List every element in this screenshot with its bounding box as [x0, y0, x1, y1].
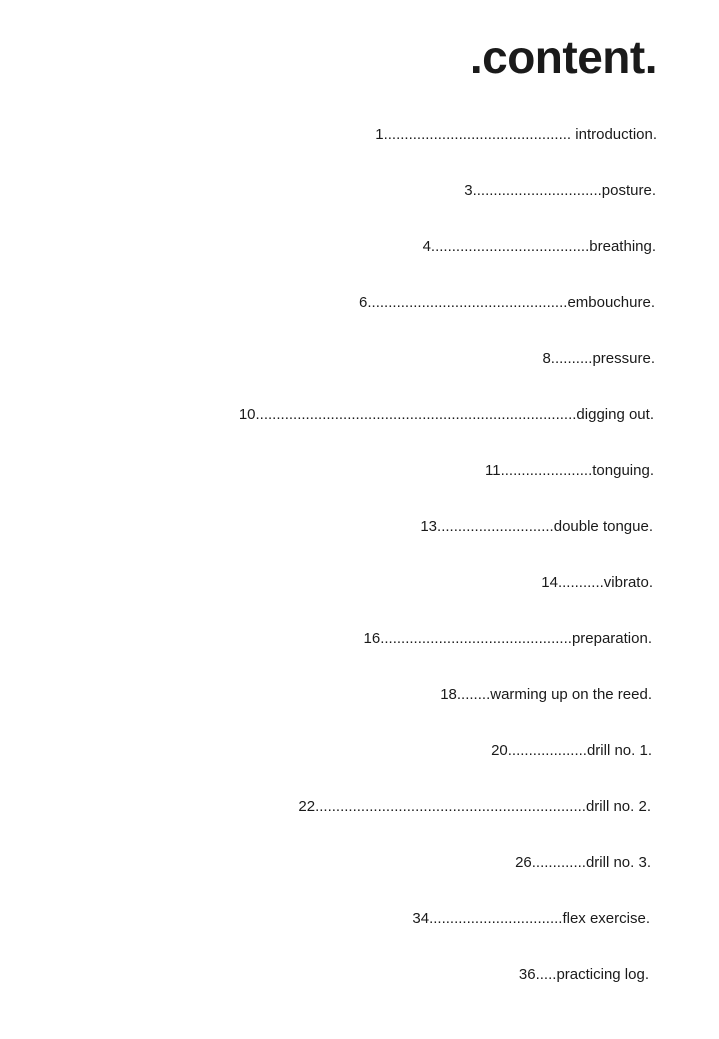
toc-page-number: 36 [518, 966, 536, 983]
toc-entry-label: drill no. 1. [586, 742, 652, 759]
toc-page-number: 11 [485, 462, 501, 479]
toc-page-number: 14 [541, 574, 558, 591]
toc-entry-label: introduction. [575, 126, 657, 143]
toc-page-number: 20 [491, 742, 508, 759]
toc-entry-warming-up [440, 687, 652, 702]
toc-page-number: 13 [420, 518, 438, 535]
toc-leader-dots: ..... [535, 966, 557, 983]
toc-page-number: 22 [298, 798, 316, 815]
toc-entry-drill-2 [298, 799, 651, 814]
toc-entry-pressure [542, 351, 655, 366]
toc-entry-label: vibrato. [603, 574, 653, 591]
toc-leader-dots: ................... [507, 742, 587, 759]
toc-entry-label: embouchure. [567, 294, 655, 311]
toc-leader-dots: ...................................... [430, 238, 590, 255]
toc-leader-dots: ................................................ [367, 294, 568, 311]
toc-entry-label: posture. [601, 182, 656, 199]
toc-leader-dots: ............................................. [383, 126, 576, 143]
toc-leader-dots: ............................... [472, 182, 602, 199]
toc-entry-embouchure [359, 295, 655, 310]
toc-entry-introduction [375, 127, 657, 142]
page-title: .content. [469, 31, 657, 83]
toc-entry-digging-out [239, 407, 654, 422]
toc-entry-practicing-log [519, 967, 649, 982]
toc-entry-flex-exercise [412, 911, 650, 926]
toc-page-number: 10 [238, 406, 256, 423]
toc-entry-label: drill no. 2. [585, 798, 651, 815]
toc-leader-dots: ...................... [500, 462, 593, 479]
toc-entry-double-tongue [420, 519, 653, 534]
toc-leader-dots: ............. [531, 854, 586, 871]
toc-entry-label: breathing. [589, 238, 656, 255]
toc-entry-tonguing [485, 463, 654, 478]
toc-entry-label: drill no. 3. [585, 854, 651, 871]
toc-leader-dots: ................................................................. [315, 798, 586, 815]
toc-page-number: 6 [359, 294, 368, 311]
toc-leader-dots: .............................................. [380, 630, 572, 647]
toc-entry-label: digging out. [576, 406, 654, 423]
toc-page-number: 16 [363, 630, 381, 647]
toc-entry-drill-1 [491, 743, 652, 758]
toc-leader-dots: .......... [550, 350, 593, 367]
toc-entry-posture [464, 183, 656, 198]
toc-entry-label: preparation. [571, 630, 652, 647]
toc-entry-label: double tongue. [553, 518, 653, 535]
toc-page-number: 8 [542, 350, 551, 367]
toc-page-number: 34 [412, 910, 430, 927]
toc-page-number: 26 [515, 854, 532, 871]
toc-entry-label: practicing log. [556, 966, 649, 983]
toc-entry-label: tonguing. [592, 462, 654, 479]
toc-entry-vibrato [541, 575, 653, 590]
toc-leader-dots: ............................................................................. [255, 406, 577, 423]
toc-entry-breathing [423, 239, 656, 254]
toc-entry-preparation [364, 631, 652, 646]
toc-entry-label: warming up on the reed. [490, 686, 652, 703]
toc-leader-dots: ........... [557, 574, 604, 591]
toc-leader-dots: ........ [456, 686, 491, 703]
toc-entry-label: flex exercise. [562, 910, 650, 927]
toc-entry-label: pressure. [592, 350, 655, 367]
toc-leader-dots: ................................ [429, 910, 563, 927]
toc-entry-drill-3 [515, 855, 651, 870]
toc-leader-dots: ............................ [437, 518, 554, 535]
toc-page-number: 1 [375, 126, 384, 143]
toc-page-number: 3 [464, 182, 473, 199]
toc-page-number: 4 [422, 238, 431, 255]
toc-page-number: 18 [440, 686, 457, 703]
